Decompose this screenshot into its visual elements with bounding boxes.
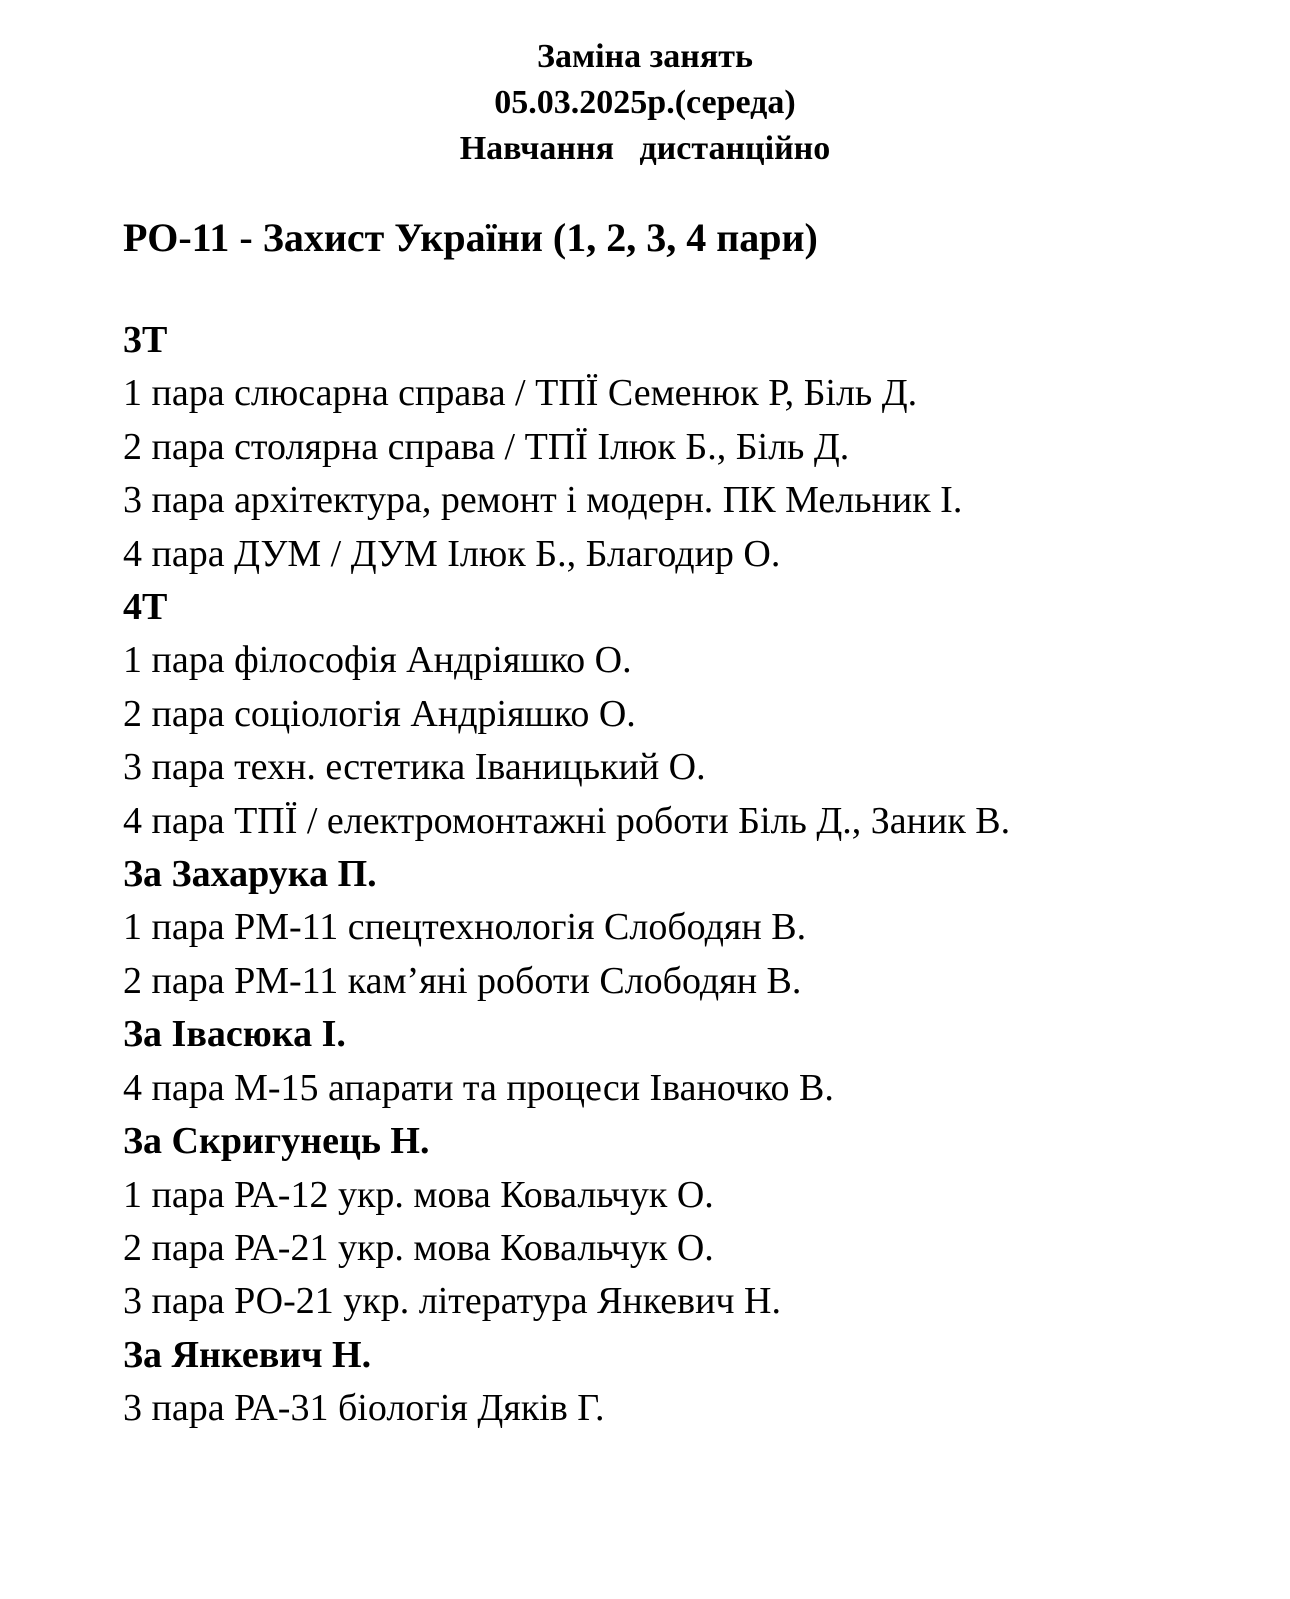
document-header [0, 34, 1290, 172]
group-heading: За Івасюка І. [123, 1013, 346, 1056]
group-zakharuk [123, 848, 1183, 1008]
document-body [123, 210, 1183, 1436]
group-heading: 3Т [123, 319, 168, 361]
schedule-line: 2 пара соціологія Андріяшко О. [123, 692, 636, 735]
group-3t [123, 314, 1183, 581]
header-title: Заміна занять [537, 38, 753, 75]
schedule-line: 1 пара РМ-11 спецтехнологія Слободян В. [123, 906, 807, 949]
groups-list [123, 314, 1183, 1436]
schedule-line: 1 пара РА-12 укр. мова Ковальчук О. [123, 1173, 714, 1216]
schedule-line: 3 пара техн. естетика Іваницький О. [123, 746, 706, 789]
group-heading: 4Т [123, 586, 168, 629]
schedule-line: 1 пара слюсарна справа / ТПЇ Семенюк Р, Біль Д. [123, 372, 918, 415]
schedule-line: 3 пара архітектура, ремонт і модерн. ПК Мельник І. [123, 479, 963, 522]
group-heading: За Янкевич Н. [123, 1333, 372, 1376]
header-mode: Навчання дистанційно [459, 130, 831, 167]
header-date: 05.03.2025р.(середа) [494, 84, 796, 121]
schedule-line: 3 пара РО-21 укр. література Янкевич Н. [123, 1280, 781, 1323]
schedule-line: 4 пара ДУМ / ДУМ Ілюк Б., Благодир О. [123, 532, 781, 575]
group-heading: За Захарука П. [123, 853, 377, 896]
group-heading: За Скригунець Н. [123, 1120, 430, 1163]
document-title: РО-11 - Захист України (1, 2, 3, 4 пари) [123, 215, 818, 260]
group-skryhunets [123, 1115, 1183, 1329]
schedule-line: 4 пара М-15 апарати та процеси Іваночко В. [123, 1066, 834, 1109]
schedule-line: 2 пара РА-21 укр. мова Ковальчук О. [123, 1226, 714, 1269]
schedule-line: 4 пара ТПЇ / електромонтажні роботи Біль Д., Заник В. [123, 799, 1011, 842]
group-4t [123, 581, 1183, 848]
schedule-line: 2 пара РМ-11 кам’яні роботи Слободян В. [123, 959, 802, 1002]
group-ivasiuk [123, 1008, 1183, 1115]
schedule-line: 3 пара РА-31 біологія Дяків Г. [123, 1387, 605, 1430]
schedule-line: 1 пара філософія Андріяшко О. [123, 639, 632, 682]
schedule-line: 2 пара столярна справа / ТПЇ Ілюк Б., Біль Д. [123, 425, 850, 468]
group-yankevych [123, 1329, 1183, 1436]
